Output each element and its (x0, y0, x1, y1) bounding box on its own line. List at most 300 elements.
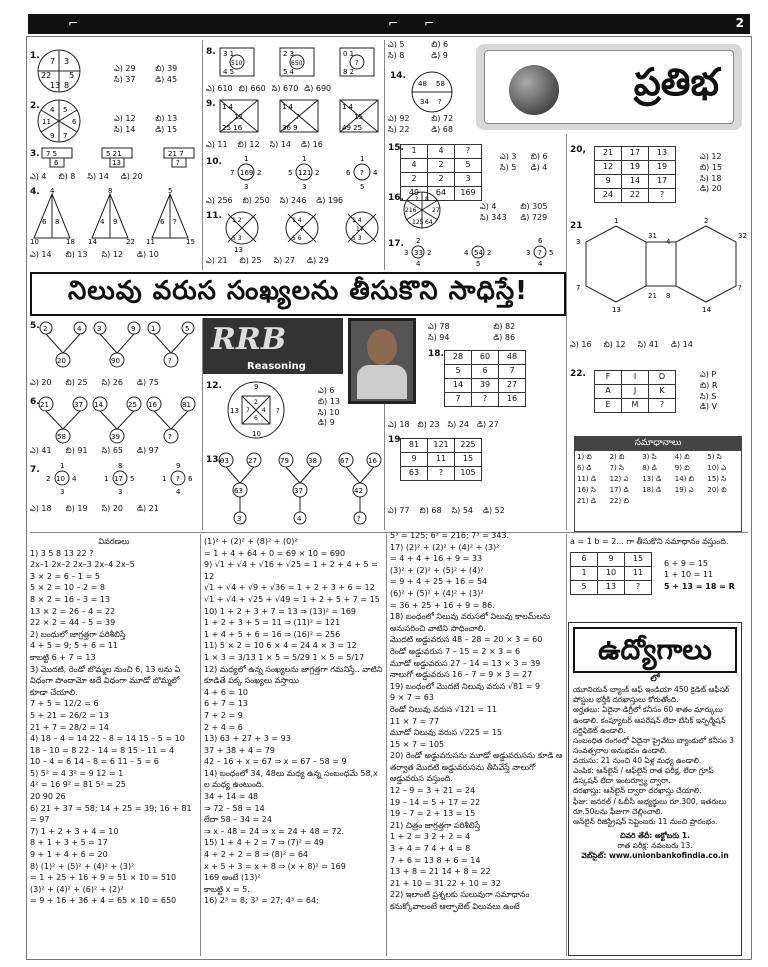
svg-text:3 1: 3 1 (223, 50, 235, 58)
option[interactable]: ఎ) 5 (388, 40, 405, 49)
solution-line: (1)² + (2)² + (8)² + (0)² (204, 537, 298, 546)
globe-icon (509, 65, 559, 115)
solution-line: 3) మొదటి, రెండో బొమ్మల నుంచి 6, 13 లను ఏ విధంగా పొందామో అదే విధంగా మూడో బొమ్మలో కూడా చేయాలి. (30, 664, 181, 697)
question-number: 11. (206, 211, 222, 221)
solution-line: 19) బంధంలో మొదటి నిలువు వరుస √81 = 9 (390, 681, 541, 691)
svg-text:10: 10 (30, 238, 39, 246)
option[interactable]: సి) 54 (451, 506, 474, 515)
option[interactable]: సి) 18 (700, 173, 722, 183)
svg-text:3: 3 (404, 249, 409, 257)
divider (386, 534, 387, 956)
solution-line: 1 × 3 = 3/13 1 × 5 = 5/29 1 × 5 = 5/17 (204, 652, 365, 662)
svg-text:37: 37 (74, 401, 83, 409)
question-number: 16. (388, 193, 404, 203)
solution-line: 7 + 5 = 12/2 = 6 (30, 699, 99, 709)
solution-line: 5 + 21 = 26/2 = 13 (30, 710, 109, 720)
svg-text:8: 8 (118, 462, 123, 470)
question-number: 21 (570, 221, 583, 231)
svg-text:5: 5 (168, 187, 173, 195)
grid-cell: 17 (649, 175, 676, 189)
question-number: 10. (206, 157, 222, 167)
svg-text:12: 12 (234, 113, 243, 121)
svg-text:4: 4 (50, 187, 55, 195)
option[interactable]: ఎ) 92 (388, 114, 410, 123)
grid-cell: 6 (571, 552, 598, 566)
grid-cell: 9 (598, 552, 625, 566)
q16-options (480, 202, 564, 224)
option[interactable]: సి) 14 (269, 140, 292, 149)
option[interactable]: సి) 246 (279, 196, 307, 205)
question-number: 4. (30, 187, 40, 197)
svg-text:4: 4 (666, 238, 671, 246)
svg-text:27: 27 (248, 457, 257, 465)
svg-text:25 16: 25 16 (222, 124, 243, 132)
option[interactable]: డి) 16 (301, 140, 323, 149)
option[interactable]: ఎ) 12 (114, 114, 136, 123)
question-number: 19 (388, 435, 401, 445)
option[interactable]: డి) 729 (520, 212, 548, 222)
option[interactable]: సి) 37 (114, 74, 136, 84)
q20-grid (594, 146, 676, 203)
question-number: 22. (570, 369, 586, 379)
solution-line: 7) 1 + 2 + 3 + 4 = 10 (30, 826, 119, 836)
option[interactable]: బి) 250 (242, 196, 270, 205)
svg-text:21: 21 (40, 401, 49, 409)
svg-text:5: 5 (549, 249, 554, 257)
udyogalu-section (568, 622, 742, 956)
rrb-logo (203, 318, 343, 374)
option[interactable]: బి) 25 (65, 378, 88, 387)
grid-cell: 39 (472, 379, 499, 393)
option[interactable]: డి) V (700, 402, 718, 412)
q11-options (206, 256, 382, 267)
option[interactable]: డి) 75 (137, 378, 159, 387)
answer-item: 13) డి (642, 475, 662, 483)
svg-text:17: 17 (356, 226, 364, 233)
option[interactable]: డి) 20 (700, 184, 722, 194)
svg-text:1: 1 (614, 217, 619, 225)
option[interactable]: బి) 82 (493, 322, 516, 331)
grid-cell: ? (625, 580, 652, 594)
solution-line: అర్హతలు: ఏదైనా డిగ్రీలో కనీసం 60 శాతం మార్కులు ఉండాలి. కంప్యూటర్ ఆపరేషన్ లేదా బేసిక్ ఇన్ఫర్మేషన్ సర్టిఫికెట్ ఉండాలి. (573, 705, 726, 735)
option[interactable]: ఎ) 16 (570, 340, 592, 349)
option[interactable]: డి) 29 (307, 256, 329, 265)
solution-line: = 36 + 25 + 16 + 9 = 86. (390, 600, 495, 610)
svg-text:27: 27 (432, 207, 440, 214)
option[interactable]: సి) 14 (114, 124, 136, 134)
q7-figures (36, 460, 200, 500)
svg-text:3: 3 (302, 183, 307, 191)
svg-text:13: 13 (50, 81, 61, 90)
solution-line: 19 – 7 = 2 + 13 = 15 (390, 809, 476, 819)
option[interactable]: సి) S (700, 391, 717, 401)
q21-options (570, 340, 746, 351)
svg-text:4: 4 (297, 515, 302, 523)
arrow-icon: ⌐ (388, 16, 399, 30)
svg-text:?: ? (276, 407, 280, 415)
option[interactable]: బి) 12 (603, 340, 626, 349)
solution-line: ఆన్‌లైన్ రిజిస్ట్రేషన్ సెప్టెంబరు 11 నుంచి ప్రారంభం. (573, 816, 718, 826)
svg-text:?: ? (300, 225, 304, 233)
grid-cell: 48 (499, 351, 526, 365)
option[interactable]: ఎ) 610 (206, 84, 233, 93)
option[interactable]: ఎ) 78 (428, 322, 450, 331)
svg-text:?: ? (738, 284, 742, 292)
option[interactable]: డి) 52 (483, 506, 505, 515)
q8-options (206, 84, 382, 95)
option[interactable]: ఎ) P (700, 370, 717, 379)
svg-text:49 25: 49 25 (342, 124, 363, 132)
q18-grid (444, 350, 526, 407)
svg-text:4 5: 4 5 (223, 68, 235, 76)
option[interactable]: ఎ) 12 (700, 152, 722, 161)
q6-options (30, 446, 200, 457)
option[interactable]: డి) 14 (671, 340, 693, 349)
option[interactable]: బి) 6 (530, 152, 548, 161)
q20-options (700, 152, 746, 195)
svg-text:?: ? (538, 249, 542, 257)
option[interactable]: ఎ) 3 (500, 152, 517, 161)
option[interactable]: బి) 13 (318, 396, 341, 406)
answer-item: 10) ఎ (707, 464, 727, 472)
q14-circle-figure (410, 70, 454, 114)
q11-figures (220, 208, 380, 252)
option[interactable]: డి) 27 (477, 420, 499, 429)
option[interactable]: బి) 305 (520, 202, 548, 211)
svg-text:13: 13 (230, 407, 239, 415)
svg-text:4: 4 (100, 218, 105, 226)
q4-triangle-figures (30, 188, 200, 244)
svg-text:15: 15 (354, 113, 363, 121)
solution-line: వయసు: 21 నుంచి 40 ఏళ్ల మధ్య ఉండాలి. (573, 756, 702, 766)
option[interactable]: ఎ) 6 (318, 386, 335, 395)
answer-item: 14) బి (674, 475, 695, 483)
svg-text:510: 510 (231, 60, 243, 67)
option[interactable]: సి) 5 (500, 162, 517, 172)
solution-line: ⇒ 72 – 58 = 14 (204, 803, 265, 813)
option[interactable]: సి) 670 (271, 84, 299, 93)
questions-col2 (206, 44, 382, 270)
grid-cell: 9 (401, 453, 428, 467)
solution-line: (3)² + (4)² + (6)² + (2)² (30, 884, 124, 894)
svg-text:5: 5 (360, 183, 365, 191)
option[interactable]: డి) 9 (431, 50, 448, 60)
svg-text:13: 13 (112, 159, 121, 167)
option[interactable]: ఎ) 29 (114, 64, 136, 73)
option[interactable]: బి) 13 (155, 114, 178, 123)
option[interactable]: బి) R (700, 380, 718, 390)
grid-cell: 19 (649, 161, 676, 175)
svg-text:?: ? (168, 357, 172, 365)
grid-cell: 63 (401, 467, 428, 481)
svg-text:17: 17 (114, 475, 123, 483)
grid-cell: 15 (455, 453, 482, 467)
svg-text:3: 3 (97, 325, 102, 333)
svg-text:1 4: 1 4 (292, 217, 302, 224)
grid-cell: I (622, 371, 649, 385)
svg-text:4: 4 (72, 475, 77, 483)
option[interactable]: సి) 14 (87, 172, 109, 181)
option[interactable]: సి) 26 (101, 378, 124, 387)
solution-line: 4) 18 – 4 = 14 22 – 8 = 14 15 – 5 = 10 (30, 734, 185, 744)
grid-cell: E (595, 399, 622, 413)
option[interactable]: డి) 9 (318, 418, 335, 428)
svg-text:14: 14 (94, 401, 103, 409)
udyogalu-lines (573, 685, 737, 827)
option[interactable]: ఎ) 41 (30, 446, 52, 455)
q7-options (30, 504, 200, 515)
solution-line: 16) 2³ = 8; 3³ = 27; 4³ = 64; (204, 896, 319, 906)
option[interactable]: ఎ) 4 (30, 172, 47, 181)
option[interactable]: సి) 22 (388, 124, 410, 134)
option[interactable]: సి) 24 (447, 420, 470, 429)
grid-cell: 9 (595, 175, 622, 189)
svg-text:42: 42 (354, 487, 363, 495)
option[interactable]: సి) 20 (101, 504, 124, 513)
last-date: చివరి తేదీ: అక్టోబరు 1. (619, 830, 690, 840)
option[interactable]: బి) 6 (431, 40, 449, 49)
question-number: 8. (206, 47, 216, 57)
solution-line: 6 + 7 = 13 (204, 699, 248, 709)
svg-text:5: 5 (185, 325, 190, 333)
option[interactable]: సి) 41 (637, 340, 660, 349)
solution-line: 4² = 16 9² = 81 5² = 25 (30, 780, 126, 790)
grid-cell: ? (428, 467, 455, 481)
solution-line: 11 × 7 = 77 (390, 716, 440, 726)
svg-text:8: 8 (425, 196, 429, 203)
option[interactable]: డి) 21 (137, 504, 159, 513)
option[interactable]: ఎ) 14 (30, 250, 52, 259)
option[interactable]: ఎ) 18 (30, 504, 52, 513)
solution-line: యూనియన్ బ్యాంక్ ఆఫ్ ఇండియా 450 క్రెడిట్ ఆఫీసర్ పోస్టుల భర్తీకి దరఖాస్తులు కోరుతోంది. (573, 685, 730, 705)
svg-text:79: 79 (280, 457, 289, 465)
question-number: 14. (390, 71, 406, 81)
svg-text:6: 6 (254, 415, 258, 422)
svg-text:4: 4 (464, 249, 469, 257)
question-number: 20, (570, 145, 586, 155)
q12-circle-figure (216, 378, 296, 442)
solution-line: 22) ఇలాంటి ప్రశ్నలకు సులువుగా సమాధానం కనుక్కోవాలంటే ఆల్ఫాబెట్ విలువలు ఉంటే (390, 890, 530, 911)
solution-line: 37 + 38 + 4 = 79 (204, 745, 275, 755)
option[interactable]: బి) 15 (700, 162, 723, 172)
divider (200, 534, 201, 956)
option[interactable]: బి) 68 (419, 506, 442, 515)
option[interactable]: ఎ) 4 (480, 202, 497, 211)
option[interactable]: బి) 13 (65, 250, 88, 259)
option[interactable]: డి) 20 (120, 172, 143, 181)
option[interactable]: సి) 10 (318, 407, 340, 417)
svg-text:4: 4 (50, 106, 55, 114)
solution-line: 13 + 8 = 21 14 + 8 = 22 (390, 867, 491, 877)
svg-text:4: 4 (77, 325, 82, 333)
grid-cell: ? (472, 393, 499, 407)
answer-item: 9) బి (674, 464, 690, 472)
rrb-subtitle: Reasoning (247, 361, 306, 372)
option[interactable]: డి) 196 (316, 196, 344, 205)
question-number: 5. (30, 321, 40, 331)
solution-line: = 9 + 16 + 36 + 4 = 65 × 10 = 650 (30, 896, 177, 906)
grid-cell: 16 (499, 393, 526, 407)
svg-text:2: 2 (416, 237, 421, 245)
grid-cell: A (595, 385, 622, 399)
q4-options (30, 250, 200, 261)
svg-text:90: 90 (111, 357, 120, 365)
svg-text:6: 6 (538, 237, 543, 245)
svg-text:5 3: 5 3 (232, 235, 242, 242)
q14-block (388, 40, 478, 136)
svg-text:169: 169 (240, 169, 254, 177)
solution-line: 2) బంధులో జాగ్రత్తగా పరిశీలిస్తే (30, 629, 126, 639)
option[interactable]: డి) 97 (137, 446, 159, 455)
option[interactable]: బి) 91 (65, 446, 88, 455)
option[interactable]: డి) 4 (530, 162, 548, 172)
option[interactable]: సి) 65 (101, 446, 124, 455)
option[interactable]: సి) 94 (428, 332, 450, 342)
svg-text:216: 216 (405, 207, 417, 214)
q3-options (30, 172, 200, 183)
svg-text:5: 5 (288, 169, 293, 177)
solution-line: 7 + 2 = 9 (204, 710, 243, 720)
svg-text:3: 3 (237, 515, 242, 523)
grid-cell: 6 (472, 365, 499, 379)
option[interactable]: సి) 343 (480, 212, 507, 222)
solution-line: 4 + 5 = 9; 5 + 6 = 11 (30, 641, 119, 651)
question-number: 12. (206, 381, 222, 391)
q9-figures (218, 98, 382, 136)
option[interactable]: ఎ) 18 (388, 420, 410, 429)
solution-line: 8 × 2 = 16 – 3 = 13 (30, 594, 111, 604)
pratibha-header (476, 44, 742, 130)
q1-circle-figure (36, 48, 82, 94)
q18-19-block (388, 318, 564, 530)
svg-text:2 3: 2 3 (283, 50, 295, 58)
solution-line: 14) బంధంలో 34, 48లు మధ్య ఉన్న సంబంధమే 58,x ల మధ్య ఉంటుంది. (204, 768, 378, 790)
website-link[interactable]: వెబ్‌సైట్: www.unionbankofindia.co.in (581, 851, 729, 861)
questions-col1-lower (30, 320, 200, 530)
svg-text:1 4: 1 4 (342, 103, 354, 111)
solution-line: లేదా 58 – 34 = 24 (204, 815, 272, 825)
svg-text:5: 5 (476, 260, 481, 268)
answers-box (574, 436, 742, 532)
svg-text:18: 18 (66, 238, 75, 246)
pratibha-title: ప్రతిభ (633, 60, 719, 104)
option[interactable]: ఎ) 256 (206, 196, 233, 205)
svg-text:67: 67 (340, 457, 349, 465)
grid-cell: 13 (598, 580, 625, 594)
grid-cell: F (595, 371, 622, 385)
answers-grid (575, 451, 741, 509)
option[interactable]: ఎ) 20 (30, 378, 52, 387)
svg-text:125: 125 (412, 219, 424, 226)
option[interactable]: సి) 12 (101, 250, 124, 259)
solution-line: 2 + 4 = 6 (204, 722, 243, 732)
solution-line: 169 అంటే (13)² (204, 873, 261, 883)
option[interactable]: ఎ) 21 (206, 256, 228, 265)
svg-text:7: 7 (50, 57, 56, 66)
svg-text:?: ? (355, 59, 359, 67)
svg-text:31: 31 (648, 232, 657, 240)
svg-text:9: 9 (50, 132, 55, 140)
solution-line: x + 5 + 3 = x + 8 ⇒ (x + 8)² = 169 (204, 861, 346, 871)
svg-text:16: 16 (368, 457, 377, 465)
svg-text:1: 1 (244, 155, 249, 163)
option[interactable]: డి) 68 (431, 124, 453, 134)
answer-item: 18) డి (642, 486, 662, 494)
option[interactable]: బి) 25 (239, 256, 262, 265)
divider (384, 40, 385, 270)
option[interactable]: బి) 23 (417, 420, 440, 429)
solutions-col1 (30, 536, 198, 956)
option[interactable]: ఎ) 11 (206, 140, 228, 149)
udyogalu-logo: ఉద్యోగాలు (573, 627, 737, 673)
svg-text:7: 7 (576, 284, 581, 292)
svg-text:1 2: 1 2 (232, 217, 242, 224)
option[interactable]: డి) 10 (137, 250, 159, 259)
answers-title: సమాధానాలు (575, 437, 741, 451)
grid-cell: 121 (428, 439, 455, 453)
option[interactable]: డి) 86 (493, 332, 516, 342)
solution-line: √1 + √4 + √25 + √49 = 1 + 2 + 5 + 7 = 15 (204, 594, 380, 604)
answer-item: 15) సి (707, 475, 727, 483)
grid-cell: O (649, 371, 676, 385)
option[interactable]: డి) 45 (155, 74, 178, 84)
grid-cell: J (622, 385, 649, 399)
svg-text:58: 58 (57, 433, 66, 441)
solution-line: 4 + 6 = 10 (204, 687, 248, 697)
question-number: 15. (388, 143, 404, 153)
grid-cell: 10 (598, 566, 625, 580)
svg-text:0 1: 0 1 (343, 50, 355, 58)
svg-text:6: 6 (54, 159, 59, 167)
grid-cell: 225 (455, 439, 482, 453)
solution-line: 21 + 10 = 31 22 + 10 = 32 (390, 878, 501, 888)
solution-line: 42 – 16 + x = 67 ⇒ x = 67 – 58 = 9 (204, 757, 347, 767)
answer-item: 1) బి (577, 453, 592, 461)
svg-text:7: 7 (246, 407, 250, 414)
svg-text:3: 3 (526, 249, 531, 257)
option[interactable]: సి) 27 (273, 256, 296, 265)
q19-options (388, 506, 564, 517)
grid-cell: 28 (445, 351, 472, 365)
option[interactable]: బి) 8 (58, 172, 76, 181)
q15-grid: 1 4 ? 4 2 5 2 2 3 49 64 169 (400, 144, 482, 201)
solution-line: నాలుగో అడ్డువరుస 16 – 7 = 9 × 3 = 27 (390, 670, 533, 680)
option[interactable]: సి) 8 (388, 50, 405, 60)
option[interactable]: డి) 690 (304, 84, 332, 93)
question-number: 3. (30, 149, 40, 159)
option[interactable]: బి) 12 (237, 140, 260, 149)
svg-text:9: 9 (254, 383, 259, 391)
svg-text:22: 22 (41, 71, 52, 80)
option[interactable]: బి) 660 (238, 84, 266, 93)
exam-date: రాత పరీక్ష: నవంబరు 13. (617, 841, 693, 851)
svg-text:11: 11 (42, 118, 51, 126)
svg-text:13: 13 (234, 246, 243, 254)
solution-line: 9 × 7 = 63 (390, 693, 434, 703)
option[interactable]: బి) 39 (155, 64, 178, 73)
solution-line: 7 + 6 = 13 8 + 6 = 14 (390, 855, 481, 865)
svg-text:4: 4 (416, 260, 421, 268)
svg-text:?: ? (296, 113, 300, 121)
option[interactable]: ఎ) 77 (388, 506, 410, 515)
answer-item: 21) డి (577, 497, 597, 505)
option[interactable]: డి) 15 (155, 124, 178, 134)
svg-text:10: 10 (56, 475, 65, 483)
option[interactable]: బి) 72 (431, 114, 454, 123)
option[interactable]: బి) 19 (65, 504, 88, 513)
solution-line: ఫీజు: జనరల్ / ఓబీసీ అభ్యర్థులు రూ.300, ఇతరులు రూ.50లను ఫీజుగా చెల్లించాలి. (573, 796, 727, 816)
q9-options (206, 140, 382, 151)
